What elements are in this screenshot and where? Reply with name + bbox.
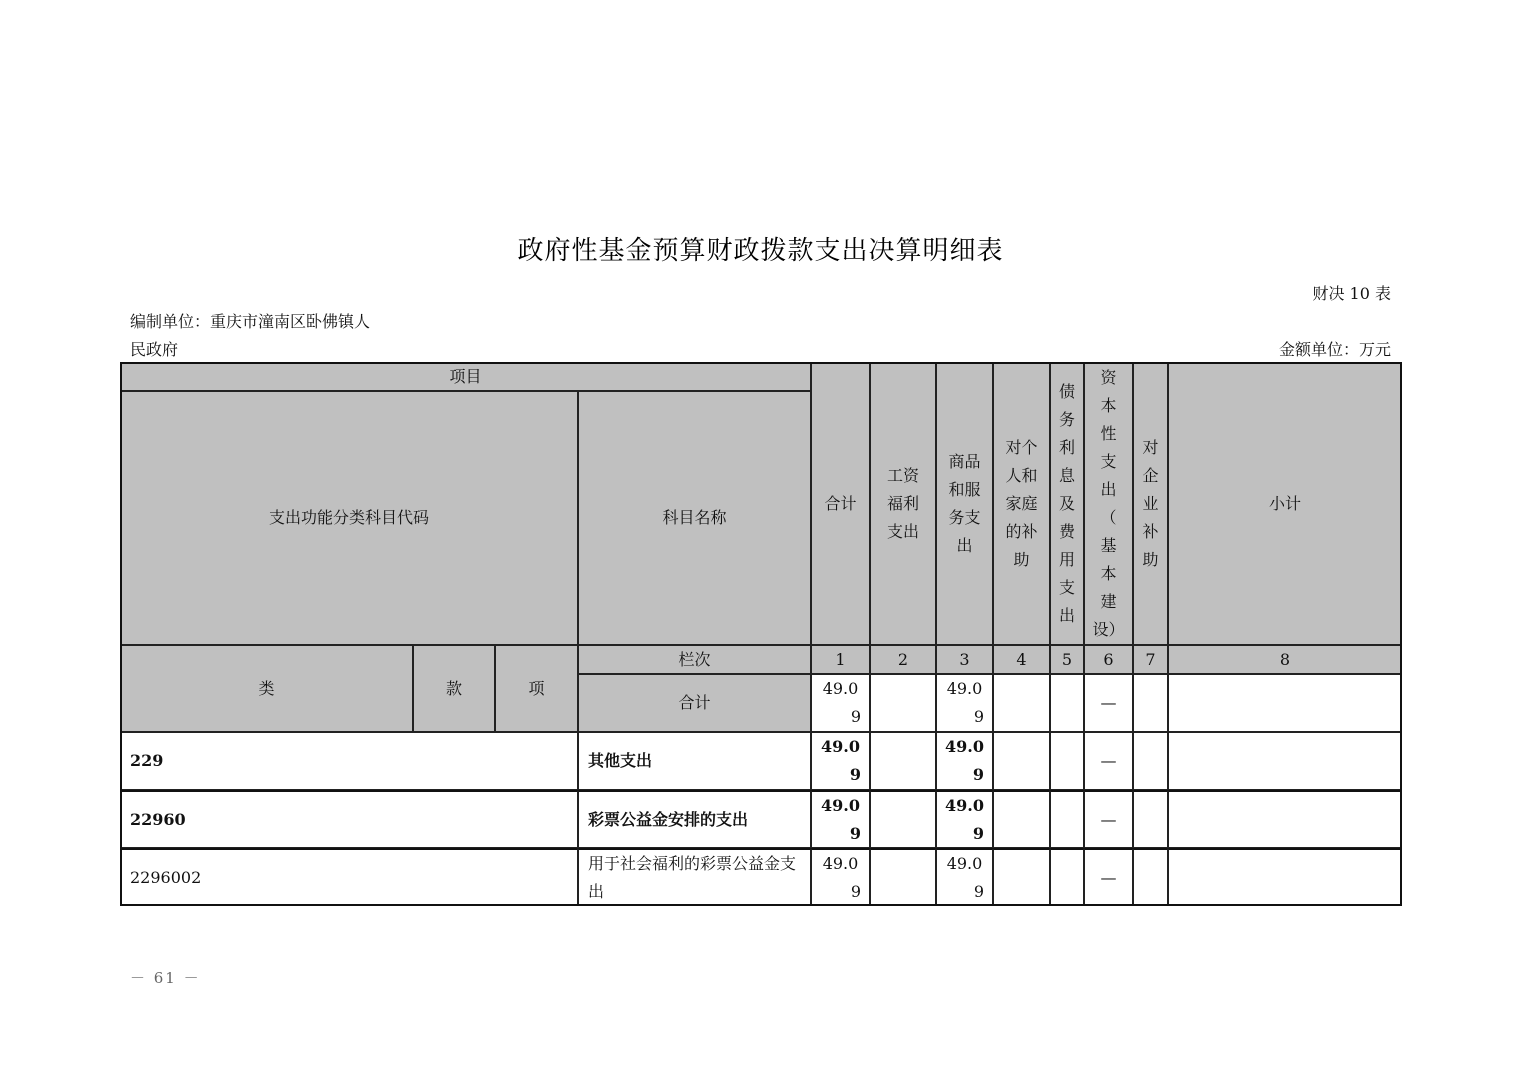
row3-total-l1: 49.0: [822, 853, 859, 873]
total-row-individual: [993, 674, 1050, 732]
row1-goods-l1: 49.0: [945, 737, 984, 756]
table-row-individual: [993, 848, 1050, 906]
amount-unit: 金额单位：万元: [1278, 340, 1391, 359]
table-row-total: [811, 848, 870, 906]
col-number-1: 1: [811, 645, 870, 674]
table-row-code: 229: [120, 732, 578, 790]
row3-total-l2: 9: [850, 881, 861, 901]
table-row-total: [811, 790, 870, 848]
table-number: 财决 10 表: [1312, 284, 1391, 303]
header-enterprise: [1133, 362, 1168, 645]
header-name-column: 科目名称: [578, 391, 811, 645]
header-capital-text: 资 本 性 支 出 （ 基 本 建 设）: [1092, 367, 1125, 639]
table-row-individual: [993, 790, 1050, 848]
table-row-debt: [1050, 848, 1084, 906]
table-row-total: [811, 732, 870, 790]
header-wage: [870, 362, 936, 645]
header-goods-text: 商品 和服 务支 出: [948, 451, 981, 555]
col-number-8: 8: [1168, 645, 1402, 674]
header-debt-text: 债 务 利 息 及 费 用 支 出: [1058, 381, 1075, 625]
unit-label-line1: 编制单位：重庆市潼南区卧佛镇人: [130, 312, 371, 331]
table-row-enterprise: [1133, 790, 1168, 848]
table-row-capital: —: [1084, 732, 1133, 790]
table-row-goods: [936, 732, 993, 790]
page-title: 政府性基金预算财政拨款支出决算明细表: [517, 236, 1004, 266]
page-number: － 61 －: [130, 969, 201, 987]
total-row-goods-l2: 9: [973, 707, 984, 726]
header-goods: [936, 362, 993, 645]
col-number-6: 6: [1084, 645, 1133, 674]
expenditure-table: [120, 362, 1402, 906]
total-row-capital: —: [1084, 674, 1133, 732]
table-row-capital: —: [1084, 848, 1133, 906]
table-row-capital: —: [1084, 790, 1133, 848]
row1-total-l1: 49.0: [821, 737, 860, 756]
header-capital: [1084, 362, 1133, 645]
table-row-code: 22960: [120, 790, 578, 848]
header-project: 项目: [120, 362, 811, 391]
table-row-wage: [870, 790, 936, 848]
total-row-wage: [870, 674, 936, 732]
table-row-enterprise: [1133, 848, 1168, 906]
table-row-individual: [993, 732, 1050, 790]
col-number-7: 7: [1133, 645, 1168, 674]
total-row-label: 合计: [578, 674, 811, 732]
table-row-debt: [1050, 790, 1084, 848]
header-lei: 类: [120, 645, 413, 732]
row2-total-l1: 49.0: [821, 795, 860, 815]
header-individual-text: 对个 人和 家庭 的补 助: [1005, 437, 1038, 569]
header-subtotal: 小计: [1168, 362, 1402, 645]
total-row-debt: [1050, 674, 1084, 732]
total-row-subtotal: [1168, 674, 1402, 732]
total-row-goods-l1: 49.0: [946, 679, 983, 698]
total-row-total: [811, 674, 870, 732]
header-debt: [1050, 362, 1084, 645]
row1-total-l2: 9: [849, 765, 861, 784]
header-lanci: 栏次: [578, 645, 811, 674]
table-row-debt: [1050, 732, 1084, 790]
header-code-column: 支出功能分类科目代码: [120, 391, 578, 645]
table-row-goods: [936, 848, 993, 906]
header-enterprise-text: 对 企 业 补 助: [1142, 437, 1159, 569]
total-row-enterprise: [1133, 674, 1168, 732]
header-total: 合计: [811, 362, 870, 645]
header-kuan: 款: [413, 645, 495, 732]
row3-goods-l2: 9: [973, 881, 984, 901]
row2-goods-l1: 49.0: [945, 795, 984, 815]
col-number-4: 4: [993, 645, 1050, 674]
header-wage-text: 工资 福利 支出: [886, 465, 919, 541]
table-row-subtotal: [1168, 790, 1402, 848]
total-row-total-l2: 9: [850, 707, 861, 726]
table-row-code: 2296002: [120, 848, 578, 906]
table-row-subtotal: [1168, 732, 1402, 790]
table-row-enterprise: [1133, 732, 1168, 790]
total-row-total-l1: 49.0: [822, 679, 859, 698]
table-row-subtotal: [1168, 848, 1402, 906]
header-individual: [993, 362, 1050, 645]
col-number-5: 5: [1050, 645, 1084, 674]
table-row-name: 其他支出: [578, 732, 811, 790]
row2-goods-l2: 9: [972, 823, 984, 843]
row3-goods-l1: 49.0: [946, 853, 983, 873]
table-row-name: 彩票公益金安排的支出: [578, 790, 811, 848]
unit-label-line2: 民政府: [130, 340, 179, 359]
header-xiang: 项: [495, 645, 578, 732]
total-row-goods: [936, 674, 993, 732]
col-number-2: 2: [870, 645, 936, 674]
row2-total-l2: 9: [849, 823, 861, 843]
table-row-goods: [936, 790, 993, 848]
table-row-wage: [870, 848, 936, 906]
row1-goods-l2: 9: [972, 765, 984, 784]
table-row-wage: [870, 732, 936, 790]
table-row-name: 用于社会福利的彩票公益金支出: [578, 848, 811, 906]
col-number-3: 3: [936, 645, 993, 674]
